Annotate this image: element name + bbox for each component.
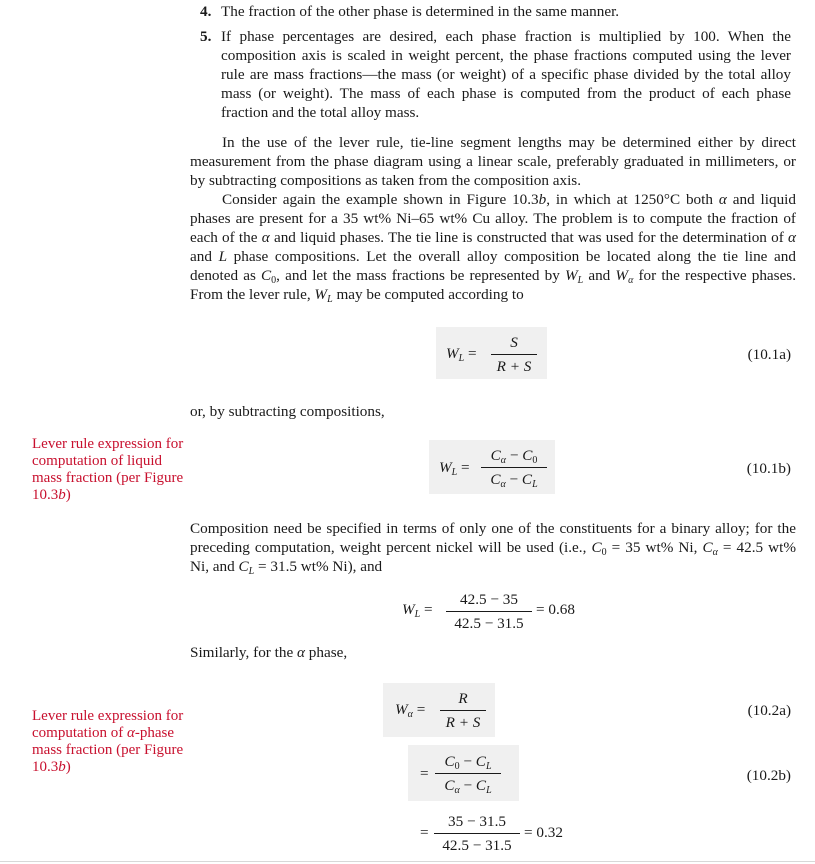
text-run: and liquid phases are present for a 35 wt% Ni–65 wt% Cu alloy. The problem is to compute the fraction of each of the [190, 191, 796, 246]
denominator: R + S [445, 714, 481, 731]
w-symbol: W [439, 459, 452, 476]
numerator: S [510, 334, 518, 351]
list-item [200, 27, 791, 122]
list-number: 4. [200, 3, 212, 20]
numerator [444, 753, 491, 770]
result: = 0.32 [524, 824, 563, 841]
minus-sign: − [463, 753, 472, 770]
subscript: L [327, 294, 333, 305]
equals-sign: = [416, 701, 426, 718]
subscript: 0 [601, 547, 607, 558]
fraction [435, 752, 501, 795]
numerator: 35 − 31.5 [448, 813, 506, 830]
alpha-symbol: α [297, 644, 305, 661]
text-run: Composition need be specified in terms of only one of the constituents for a binary alloy; for the preceding computation, weight percent nickel will be used (i.e., [190, 520, 796, 556]
text-run: = 31.5 wt% Ni), and [254, 558, 383, 575]
c-symbol: C [444, 753, 455, 770]
alpha-symbol: α [126, 725, 135, 741]
text-run: -phase mass fraction (per Figure 10.3 [32, 725, 184, 775]
subscript: α [500, 479, 506, 490]
minus-sign: − [463, 777, 473, 794]
denominator: 42.5 − 31.5 [442, 837, 512, 854]
list-number: 5. [200, 28, 212, 45]
paragraph-lever-rule-usage [190, 133, 796, 190]
subscript: L [486, 785, 492, 796]
equation-number: (10.1b) [746, 460, 791, 477]
fraction-bar [440, 710, 486, 711]
text-run: and [190, 248, 219, 265]
paragraph-composition [190, 519, 796, 576]
w-symbol: W [446, 345, 459, 362]
fraction-bar [491, 354, 537, 355]
text-run: = 42.5 wt% Ni, and [190, 539, 797, 575]
text-run: = 35 wt% Ni, [606, 539, 703, 556]
minus-sign: − [509, 471, 519, 488]
text-run: or, by subtracting compositions, [190, 403, 385, 420]
fraction [440, 689, 486, 732]
subscript: α [712, 547, 718, 558]
equation-number: (10.1a) [747, 346, 791, 363]
fraction-bar [434, 833, 520, 834]
denominator: R + S [496, 358, 532, 375]
equation-wl-numeric [400, 588, 590, 636]
subscript: L [414, 609, 421, 620]
c-symbol: C [475, 777, 487, 794]
equation-10-2a [383, 683, 495, 737]
c-symbol: C [444, 777, 455, 794]
c-symbol: C [261, 267, 272, 284]
subscript: α [500, 455, 507, 466]
equation-lhs [446, 344, 477, 363]
subscript: 0 [271, 275, 277, 286]
equation-number: (10.2b) [746, 767, 791, 784]
margin-note-liquid [32, 436, 192, 504]
page-divider [0, 861, 815, 862]
list-text: The fraction of the other phase is determined in the same manner. [221, 3, 620, 20]
fraction-bar [481, 467, 547, 468]
c-symbol: C [490, 471, 501, 488]
equals-sign: = [420, 765, 429, 782]
subscript: 0 [454, 761, 460, 772]
equals-sign: = [461, 459, 470, 476]
subscript: 0 [532, 455, 538, 466]
text-run: b [538, 191, 547, 208]
numerator [491, 447, 538, 464]
fraction-bar [446, 611, 532, 612]
c-symbol: C [475, 753, 486, 770]
text-run: Consider again the example shown in Figure 10.3 [222, 191, 539, 208]
alpha-symbol: α [718, 191, 727, 208]
list-text: If phase percentages are desired, each phase fraction is multiplied by 100. When the composition axis is scaled in weight percent, the phase fractions computed using the lever rule are mass fractions—the mass (or weight) of a specific phase divided by the total alloy mass (or weight). The mass of each phase is computed from the product of each phase fraction and the total alloy mass. [221, 28, 791, 121]
subscript: L [451, 467, 458, 478]
minus-sign: − [509, 447, 519, 464]
equation-lhs [439, 458, 470, 477]
w-symbol: W [395, 701, 408, 718]
w-symbol: W [314, 286, 328, 303]
w-symbol: W [564, 267, 578, 284]
equation-lhs [395, 700, 425, 719]
numerator: R [458, 690, 468, 707]
text-run: Similarly, for the [190, 644, 297, 661]
text-run: , and let the mass fractions be represented by [276, 267, 565, 284]
list-item [200, 2, 800, 21]
denominator: 42.5 − 31.5 [454, 615, 524, 632]
text-run: ) [65, 487, 71, 503]
equals-sign: = [424, 601, 433, 618]
equation-10-1b [429, 440, 555, 494]
subscript: α [628, 275, 634, 286]
fraction-bar [435, 773, 501, 774]
paragraph-or [190, 402, 796, 421]
c-symbol: C [522, 447, 533, 464]
subscript: L [458, 353, 465, 364]
equation-10-2b [408, 745, 519, 801]
w-symbol: W [402, 601, 415, 618]
text-run: may be computed according to [332, 286, 524, 303]
subscript: L [577, 275, 584, 286]
margin-note-alpha [32, 708, 192, 776]
text-run: ) [65, 759, 71, 775]
numerator: 42.5 − 35 [460, 591, 518, 608]
fraction [434, 812, 520, 855]
text-run: Lever rule expression for computation of [32, 708, 184, 741]
fraction [446, 590, 532, 633]
text-run: b [58, 487, 66, 503]
equation-wa-numeric [414, 810, 584, 858]
paragraph-example [190, 190, 796, 304]
equation-10-1a [436, 327, 547, 379]
text-run: and liquid phases. The tie line is constructed that was used for the determination of [269, 229, 789, 246]
text-run: for the respective phases. From the lever rule, [190, 267, 797, 303]
equals-sign: = [468, 345, 477, 362]
equation-number: (10.2a) [747, 702, 791, 719]
subscript: α [407, 709, 413, 720]
fraction [481, 446, 547, 489]
subscript: L [532, 479, 538, 490]
numbered-steps [200, 0, 800, 122]
c-symbol: C [238, 558, 249, 575]
text-run: and [583, 267, 616, 284]
alpha-symbol: α [788, 229, 797, 246]
subscript: α [454, 785, 460, 796]
result: = 0.68 [536, 601, 575, 618]
c-symbol: C [521, 471, 533, 488]
subscript: L [248, 566, 255, 577]
equation-lhs [402, 600, 433, 619]
fraction [491, 333, 537, 376]
denominator [444, 777, 491, 794]
text-run: , in which at 1250°C both [546, 191, 719, 208]
alpha-symbol: α [261, 229, 270, 246]
c-symbol: C [702, 539, 713, 556]
l-symbol: L [218, 248, 228, 265]
text-run: phase, [304, 644, 348, 661]
w-symbol: W [615, 267, 629, 284]
text-run: phase compositions. Let the overall alloy composition be located along the tie line and denoted as [190, 248, 796, 284]
paragraph-text: In the use of the lever rule, tie-line segment lengths may be determined either by direct measurement from the phase diagram using a linear scale, preferably graduated in millimeters, or by subtracting compositions as taken from the composition axis. [190, 134, 796, 189]
paragraph-similarly [190, 643, 796, 662]
text-run: b [58, 759, 66, 775]
c-symbol: C [490, 447, 501, 464]
equals-sign: = [420, 824, 429, 841]
denominator [490, 471, 537, 488]
text-run: Lever rule expression for computation of liquid mass fraction (per Figure 10.3 [32, 436, 184, 503]
subscript: L [485, 761, 492, 772]
c-symbol: C [591, 539, 602, 556]
